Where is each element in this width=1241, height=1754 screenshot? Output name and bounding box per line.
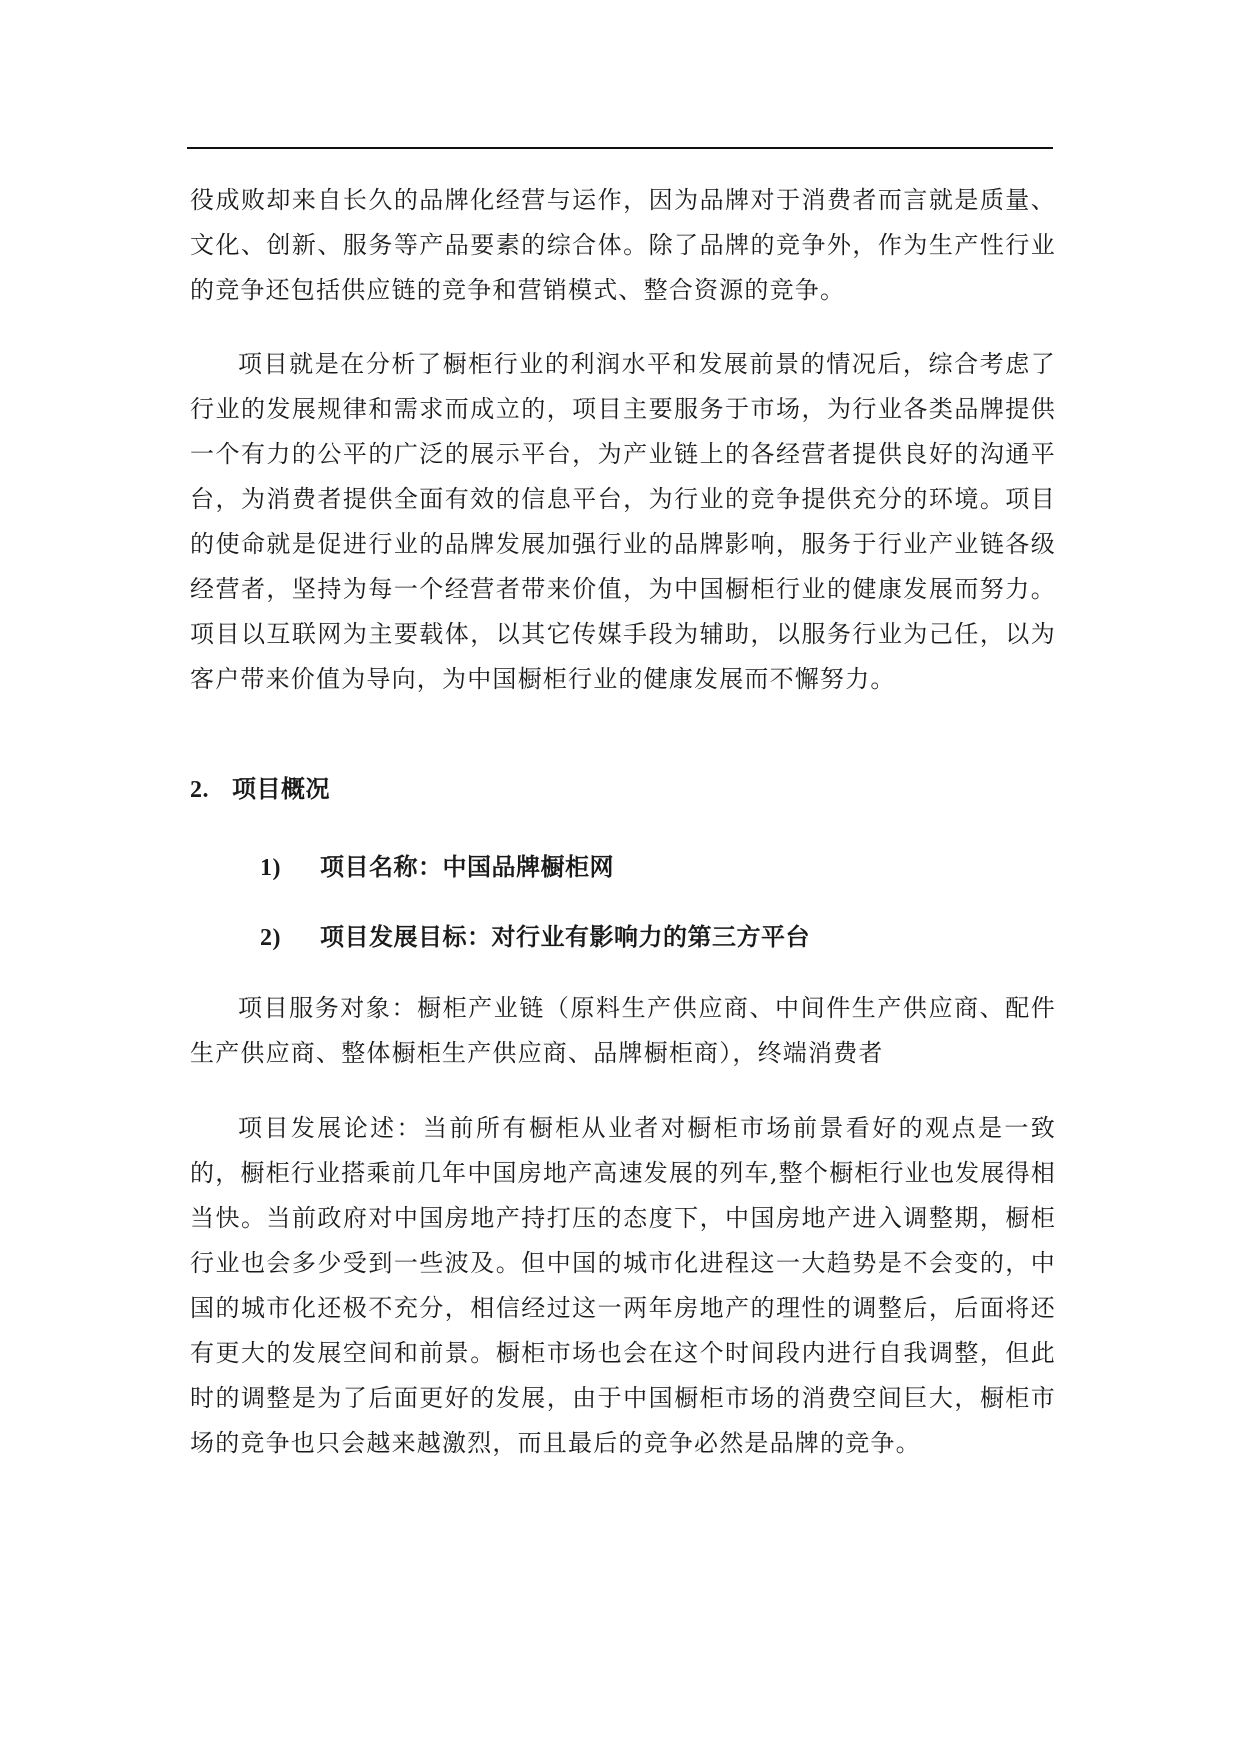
sub-item-number: 2) xyxy=(260,925,281,951)
paragraph-development-discussion: 项目发展论述：当前所有橱柜从业者对橱柜市场前景看好的观点是一致的，橱柜行业搭乘前几年中国房地产高速发展的列车,整个橱柜行业也发展得相当快。当前政府对中国房地产持打压的态度下，中国房地产进入调整期，橱柜行业也会多少受到一些波及。但中国的城市化进程这一大趋势是不会变的，中国的城市化还极不充分，相信经过这一两年房地产的理性的调整后，后面将还有更大的发展空间和前景。橱柜市场也会在这个时间段内进行自我调整，但此时的调整是为了后面更好的发展，由于中国橱柜市场的消费空间巨大，橱柜市场的竞争也只会越来越激烈，而且最后的竞争必然是品牌的竞争。 xyxy=(190,1114,1056,1457)
paragraph-service-targets: 项目服务对象：橱柜产业链（原料生产供应商、中间件生产供应商、配件生产供应商、整体橱柜生产供应商、品牌橱柜商），终端消费者 xyxy=(190,994,1056,1067)
section-title: 项目概况 xyxy=(232,777,330,803)
sub-item-project-goal xyxy=(190,918,1056,958)
paragraph-project-mission: 项目就是在分析了橱柜行业的利润水平和发展前景的情况后，综合考虑了行业的发展规律和需求而成立的，项目主要服务于市场，为行业各类品牌提供一个有力的公平的广泛的展示平台，为产业链上的各经营者提供良好的沟通平台，为消费者提供全面有效的信息平台，为行业的竞争提供充分的环境。项目的使命就是促进行业的品牌发展加强行业的品牌影响，服务于行业产业链各级经营者，坚持为每一个经营者带来价值，为中国橱柜行业的健康发展而努力。项目以互联网为主要载体，以其它传媒手段为辅助，以服务行业为己任，以为客户带来价值为导向，为中国橱柜行业的健康发展而不懈努力。 xyxy=(190,350,1056,693)
sub-item-text: 项目名称：中国品牌橱柜网 xyxy=(320,855,614,881)
header-rule xyxy=(187,147,1053,149)
section-heading xyxy=(190,770,1056,810)
sub-item-text: 项目发展目标：对行业有影响力的第三方平台 xyxy=(320,925,810,951)
sub-item-number: 1) xyxy=(260,855,281,881)
paragraph-brand-competition: 役成败却来自长久的品牌化经营与运作，因为品牌对于消费者而言就是质量、文化、创新、服务等产品要素的综合体。除了品牌的竞争外，作为生产性行业的竞争还包括供应链的竞争和营销模式、整合资源的竞争。 xyxy=(190,186,1056,304)
section-number: 2. xyxy=(190,777,209,803)
sub-item-project-name xyxy=(190,848,1056,888)
document-body xyxy=(190,178,1056,1466)
